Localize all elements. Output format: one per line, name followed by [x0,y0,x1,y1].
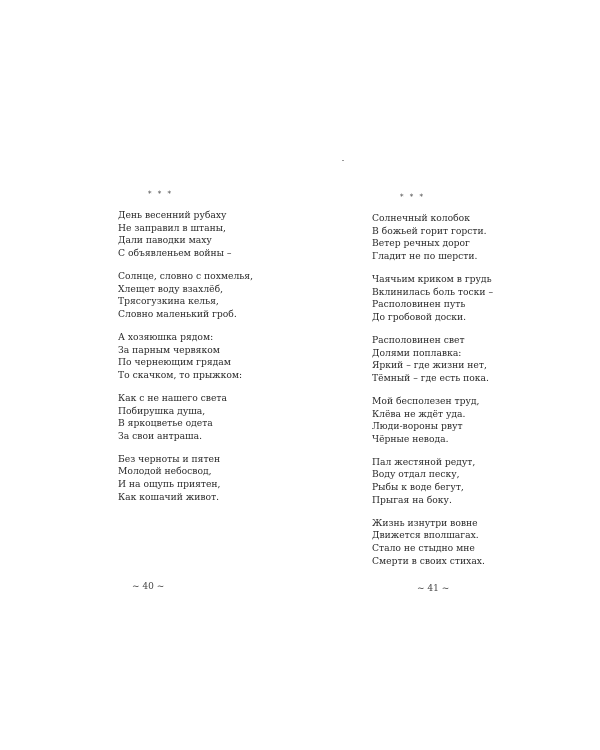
poem-line: Чаячьим криком в грудь [372,273,492,285]
poem-line: Яркий – где жизни нет, [372,360,487,372]
page-number: ~ 40 ~ [132,582,165,592]
poem-line: Тёмный – где есть пока. [372,372,489,384]
stanza [372,518,493,568]
poem-line: Как кошачий живот. [118,491,220,503]
poem-line: Движется вполшагах. [372,530,479,542]
poem-line: А хозяюшка рядом: [118,331,214,343]
poem [372,213,493,579]
poem-line: Не заправил в штаны, [118,222,226,234]
poem-line: Хлещет воду взахлёб, [118,283,224,295]
stanza [118,393,253,443]
poem-line: Дали паводки маху [118,235,212,247]
poem-line: Трясогузкина келья, [118,296,219,308]
stanza [118,332,253,382]
paper-speck [342,160,344,161]
poem-line: Долями поплавка: [372,347,462,359]
poem-line: Словно маленький гроб. [118,308,237,320]
poem-line: Располовинен свет [372,334,465,346]
poem-line: То скачком, то прыжком: [118,369,243,381]
poem-line: Смерти в своих стихах. [372,555,485,567]
stanza [372,335,493,385]
poem-line: За парным червяком [118,344,220,356]
stanza [118,454,253,504]
right-page [300,0,600,750]
stanza [118,210,253,260]
stanza [372,213,493,263]
poem-line: Солнечный колобок [372,213,470,224]
poem-line: Как с не нашего света [118,392,227,404]
stanza [372,274,493,324]
stanza [118,271,253,321]
poem-line: Ветер речных дорог [372,238,470,250]
poem-line: Побирушка душа, [118,405,206,417]
poem-line: За свои антраша. [118,430,202,442]
poem-line: День весенний рубаху [118,210,227,221]
poem-line: Чёрные невода. [372,433,449,445]
section-ornament: * * * [148,190,173,198]
poem [118,210,253,515]
poem-line: Клёва не ждёт уда. [372,408,466,420]
poem-line: Вклинилась боль тоски – [372,286,494,298]
poem-line: С объявленьем войны – [118,247,232,259]
poem-line: По чернеющим грядам [118,357,231,369]
poem-line: До гробовой доски. [372,311,467,323]
poem-line: Солнце, словно с похмелья, [118,270,254,282]
poem-line: И на ощупь приятен, [118,479,221,491]
poem-line: Мой бесполезен труд, [372,395,480,407]
poem-line: Жизнь изнутри вовне [372,517,478,529]
page-number: ~ 41 ~ [417,584,450,594]
poem-line: Гладит не по шерсти. [372,250,478,262]
poem-line: Прыгая на боку. [372,494,452,506]
poem-line: Молодой небосвод, [118,466,212,478]
poem-line: Пал жестяной редут, [372,456,476,468]
stanza [372,396,493,446]
poem-line: Стало не стыдно мне [372,543,475,555]
poem-line: Люди-вороны рвут [372,421,463,433]
stanza [372,457,493,507]
poem-line: Располовинен путь [372,299,466,311]
section-ornament: * * * [400,193,425,201]
poem-line: В божьей горит горсти. [372,225,487,237]
poem-line: Без черноты и пятен [118,453,221,465]
poem-line: Рыбы к воде бегут, [372,482,464,494]
poem-line: В яркоцветье одета [118,418,213,430]
poem-line: Воду отдал песку, [372,469,460,481]
